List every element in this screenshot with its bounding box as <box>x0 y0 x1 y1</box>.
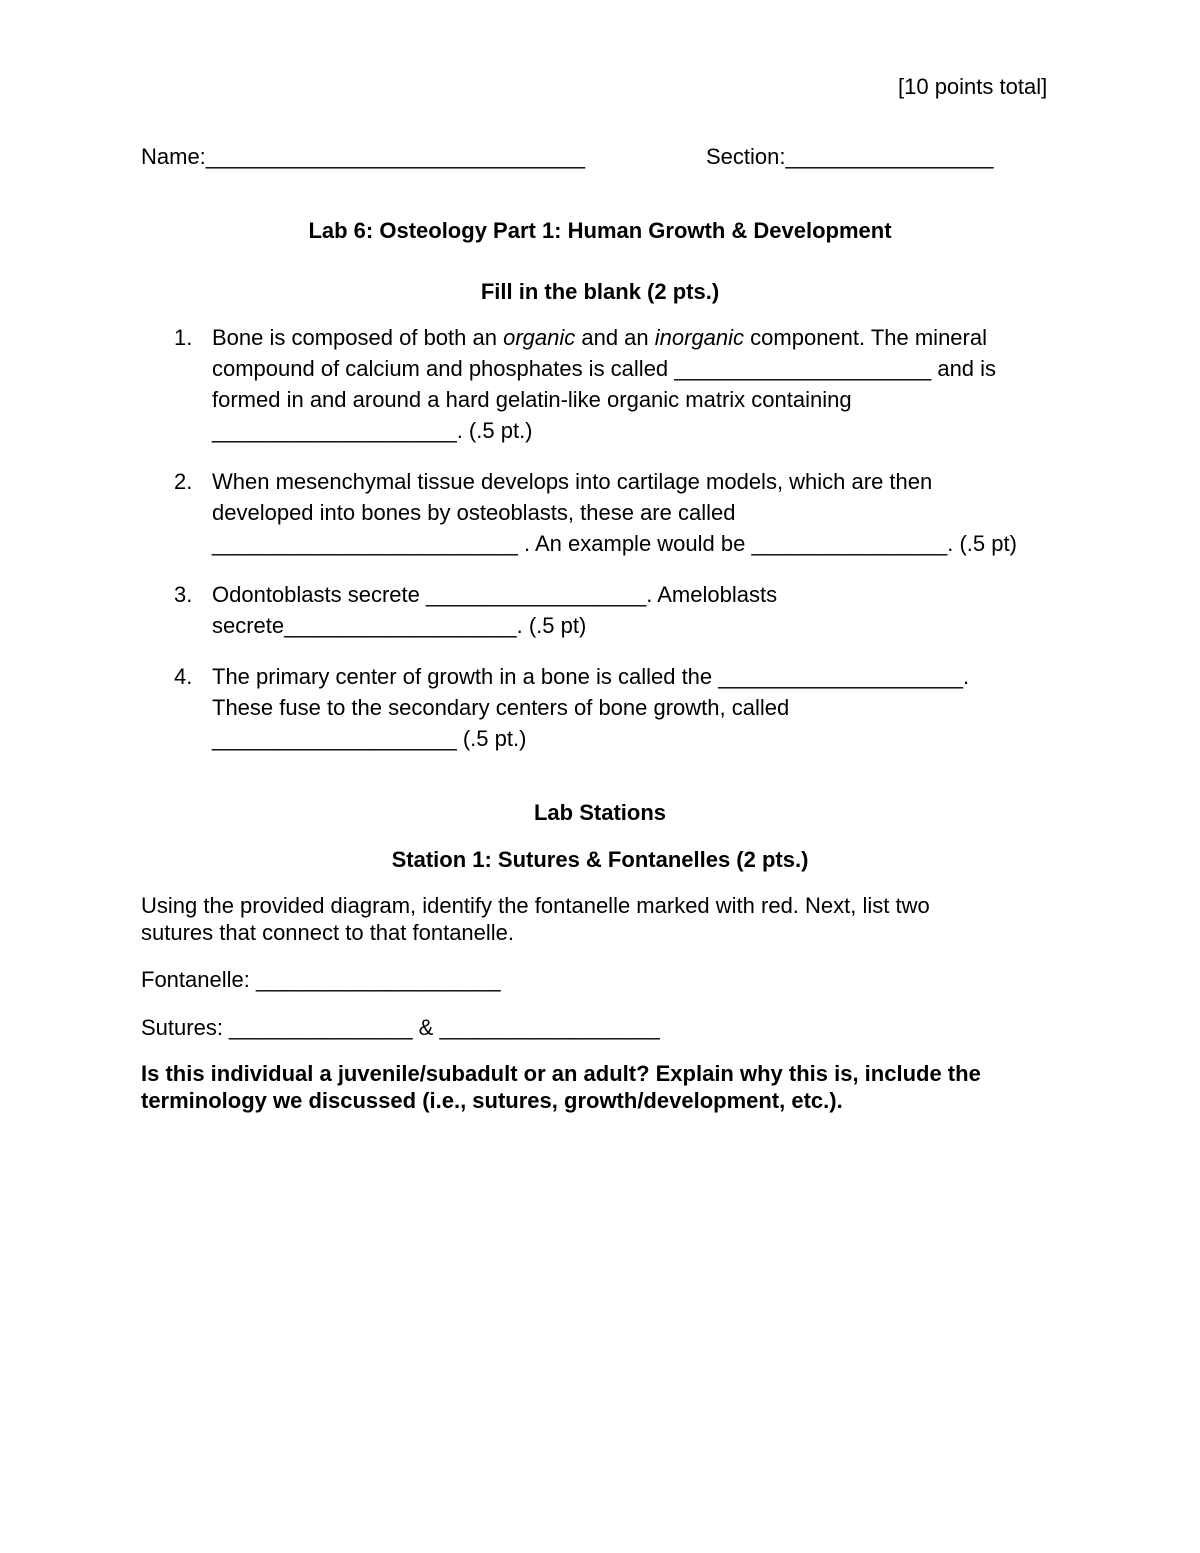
page-title: Lab 6: Osteology Part 1: Human Growth & Development <box>308 218 892 243</box>
question-number: 1. <box>174 325 193 350</box>
station-1-instructions <box>141 892 930 946</box>
age-question <box>141 1060 981 1114</box>
answer-blank[interactable]: ____________________. (.5 pt.) <box>212 418 533 443</box>
name-field[interactable]: Name:_______________________________ <box>141 144 586 169</box>
question-line: formed in and around a hard gelatin-like organic matrix containing <box>212 387 852 412</box>
answer-blank[interactable]: The primary center of growth in a bone is called the ____________________. <box>212 664 970 689</box>
answer-blank[interactable]: ____________________ (.5 pt.) <box>212 726 527 751</box>
question-line: developed into bones by osteoblasts, these are called <box>212 500 736 525</box>
instruction-line: sutures that connect to that fontanelle. <box>141 920 515 945</box>
section-field[interactable]: Section:_________________ <box>706 144 994 169</box>
question-line: Bone is composed of both an organic and an inorganic component. The mineral <box>212 325 987 350</box>
instruction-line: Using the provided diagram, identify the fontanelle marked with red. Next, list two <box>141 893 930 918</box>
question-line: When mesenchymal tissue develops into cartilage models, which are then <box>212 469 933 494</box>
question-line[interactable]: compound of calcium and phosphates is called _____________________ and is <box>212 356 997 381</box>
question-line: These fuse to the secondary centers of bone growth, called <box>212 695 790 720</box>
fill-blank-heading: Fill in the blank (2 pts.) <box>480 279 720 304</box>
answer-blank[interactable]: secrete___________________. (.5 pt) <box>212 613 587 638</box>
answer-blank[interactable]: Odontoblasts secrete __________________. Ameloblasts <box>212 582 778 607</box>
lab-stations-heading: Lab Stations <box>533 800 666 825</box>
question-text-line: Is this individual a juvenile/subadult or an adult? Explain why this is, include the <box>141 1061 981 1086</box>
question-number: 2. <box>174 469 193 494</box>
fontanelle-field[interactable]: Fontanelle: ____________________ <box>141 967 501 992</box>
question-text-line: terminology we discussed (i.e., sutures, growth/development, etc.). <box>141 1088 843 1113</box>
question-number: 3. <box>174 582 193 607</box>
points-total: [10 points total] <box>898 74 1048 99</box>
question-number: 4. <box>174 664 193 689</box>
sutures-field[interactable]: Sutures: _______________ & __________________ <box>141 1015 660 1040</box>
answer-blank[interactable]: _________________________ . An example would be ________________. (.5 pt) <box>212 531 1017 556</box>
station-1-heading: Station 1: Sutures & Fontanelles (2 pts.) <box>391 847 809 872</box>
